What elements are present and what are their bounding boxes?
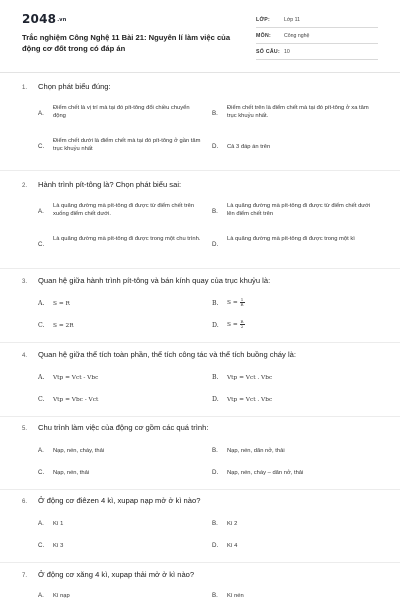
- option-label: C.: [38, 469, 45, 476]
- question-number: 1.: [22, 85, 28, 91]
- meta-key: SỐ CÂU:: [256, 49, 281, 55]
- question-text: Ở động cơ xăng 4 kì, xupap thải mở ở kì nào?: [38, 570, 195, 579]
- option-text: Là quãng đường mà pít-tông đi được từ điểm chết trên xuống điểm chết dưới.: [53, 203, 195, 218]
- fraction: [240, 298, 245, 307]
- option-label: C.: [38, 396, 45, 403]
- question-text: Chọn phát biểu đúng:: [38, 82, 111, 91]
- option-text: Kì 3: [53, 543, 64, 549]
- meta-key: MÔN:: [256, 33, 272, 39]
- meta-key: LỚP:: [256, 17, 270, 23]
- option-text: Cả 3 đáp án trên: [227, 144, 271, 150]
- option-label: D.: [212, 469, 219, 476]
- question-number: 2.: [22, 183, 28, 189]
- question-number: 3.: [22, 279, 28, 285]
- meta-class-row: [256, 14, 378, 28]
- question-text: Chu trình làm việc của động cơ gồm các quá trình:: [38, 423, 209, 432]
- option-label: A.: [38, 110, 44, 117]
- option-text: Vtp = Vct - Vbc: [53, 375, 99, 381]
- option-text: Điểm chết dưới là điểm chết mà tại đó pít-tông ở gần tâm trục khuỷu nhất: [53, 138, 201, 153]
- option-label: C.: [38, 241, 45, 248]
- option-label: B.: [212, 592, 218, 599]
- option-label: D.: [212, 143, 219, 150]
- option-label: C.: [38, 542, 45, 549]
- option-label: A.: [38, 208, 44, 215]
- meta-count-row: [256, 46, 378, 60]
- option-text: Vtp = Vbc - Vct: [53, 397, 99, 403]
- option-label: A.: [38, 592, 44, 599]
- option-text: Vtp = Vct . Vbc: [227, 397, 273, 403]
- option-label: B.: [212, 300, 219, 307]
- option-text: Kì 2: [227, 521, 238, 527]
- option-label: D.: [212, 322, 219, 329]
- question-heading: [22, 82, 382, 91]
- option-text: Kì 1: [53, 521, 64, 527]
- question-number: 6.: [22, 499, 28, 505]
- option-text: S = R: [53, 301, 70, 307]
- question-heading: [22, 350, 382, 359]
- option-text: Kì 4: [227, 543, 238, 549]
- logo-suffix: .vn: [57, 17, 67, 23]
- question-heading: [22, 423, 382, 432]
- meta-subject-row: [256, 30, 378, 44]
- option-label: C.: [38, 143, 45, 150]
- question-number: 4.: [22, 353, 28, 359]
- fraction-numerator: 1: [240, 297, 244, 302]
- question-text: Ở động cơ điêzen 4 kì, xupap nạp mở ở kì nào?: [38, 496, 201, 505]
- question-separator: [0, 268, 400, 269]
- option-text: Nạp, nén, thải: [53, 470, 90, 476]
- question-heading: [22, 496, 382, 505]
- meta-value: Lớp 11: [284, 17, 300, 23]
- fraction-denominator: R: [240, 302, 244, 307]
- fraction: [240, 320, 245, 329]
- meta-value: 10: [284, 49, 290, 55]
- option-label: B.: [212, 447, 218, 454]
- option-label: B.: [212, 110, 218, 117]
- question-number: 7.: [22, 573, 28, 579]
- option-label: A.: [38, 300, 45, 307]
- option-text: Là quãng đường mà pít-tông đi được từ điểm chết dưới lên điểm chết trên: [227, 203, 371, 218]
- question-separator: [0, 489, 400, 490]
- option-text: S = 2R: [53, 323, 74, 329]
- option-text: Điểm chết trên là điểm chết mà tại đó pít-tông ở xa tâm trục khuỷu nhất.: [227, 105, 369, 120]
- option-formula: [227, 298, 245, 307]
- question-separator: [0, 170, 400, 171]
- option-label: B.: [212, 520, 218, 527]
- option-label: A.: [38, 374, 45, 381]
- question-separator: [0, 562, 400, 563]
- option-text: Điểm chết là vị trí mà tại đó pít-tông đổi chiều chuyển động: [53, 105, 190, 120]
- fraction-numerator: R: [240, 319, 244, 324]
- document-title: Trắc nghiệm Công Nghệ 11 Bài 21: Nguyên lí làm việc của động cơ đốt trong có đáp án: [22, 33, 231, 53]
- logo-text: 2048: [22, 12, 57, 26]
- option-label: B.: [212, 208, 218, 215]
- question-heading: [22, 276, 382, 285]
- question-heading: [22, 180, 382, 189]
- option-label: B.: [212, 374, 219, 381]
- page-header: [0, 0, 400, 68]
- option-label: A.: [38, 520, 44, 527]
- formula-lhs: S =: [227, 300, 240, 306]
- question-heading: [22, 570, 382, 579]
- option-formula: [227, 320, 245, 329]
- option-label: D.: [212, 396, 219, 403]
- question-separator: [0, 416, 400, 417]
- option-text: Là quãng đường mà pít-tông đi được trong một chu trình.: [53, 236, 201, 242]
- option-label: C.: [38, 322, 45, 329]
- option-label: D.: [212, 241, 219, 248]
- question-text: Quan hệ giữa hành trình pít-tông và bán kính quay của trục khuỷu là:: [38, 276, 271, 285]
- option-text: Nạp, nén, cháy – dãn nở, thải: [227, 470, 304, 476]
- option-text: Nạp, nén, dãn nở, thải: [227, 448, 285, 454]
- option-label: A.: [38, 447, 44, 454]
- option-text: Kì nén: [227, 593, 244, 599]
- formula-lhs: S =: [227, 322, 240, 328]
- option-label: D.: [212, 542, 219, 549]
- fraction-denominator: 2: [240, 324, 244, 329]
- option-text: Kì nạp: [53, 593, 70, 599]
- site-logo[interactable]: [22, 12, 67, 26]
- question-text: Hành trình pít-tông là? Chọn phát biểu sai:: [38, 180, 182, 189]
- question-separator: [0, 342, 400, 343]
- option-text: Nạp, nén, cháy, thải: [53, 448, 105, 454]
- question-text: Quan hệ giữa thể tích toàn phần, thể tích công tác và thể tích buồng cháy là:: [38, 350, 296, 359]
- meta-value: Công nghệ: [284, 33, 310, 39]
- option-text: Là quãng đường mà pít-tông đi được trong một kì: [227, 236, 355, 242]
- question-number: 5.: [22, 426, 28, 432]
- option-text: Vtp = Vct . Vbc: [227, 375, 273, 381]
- header-divider: [0, 72, 400, 73]
